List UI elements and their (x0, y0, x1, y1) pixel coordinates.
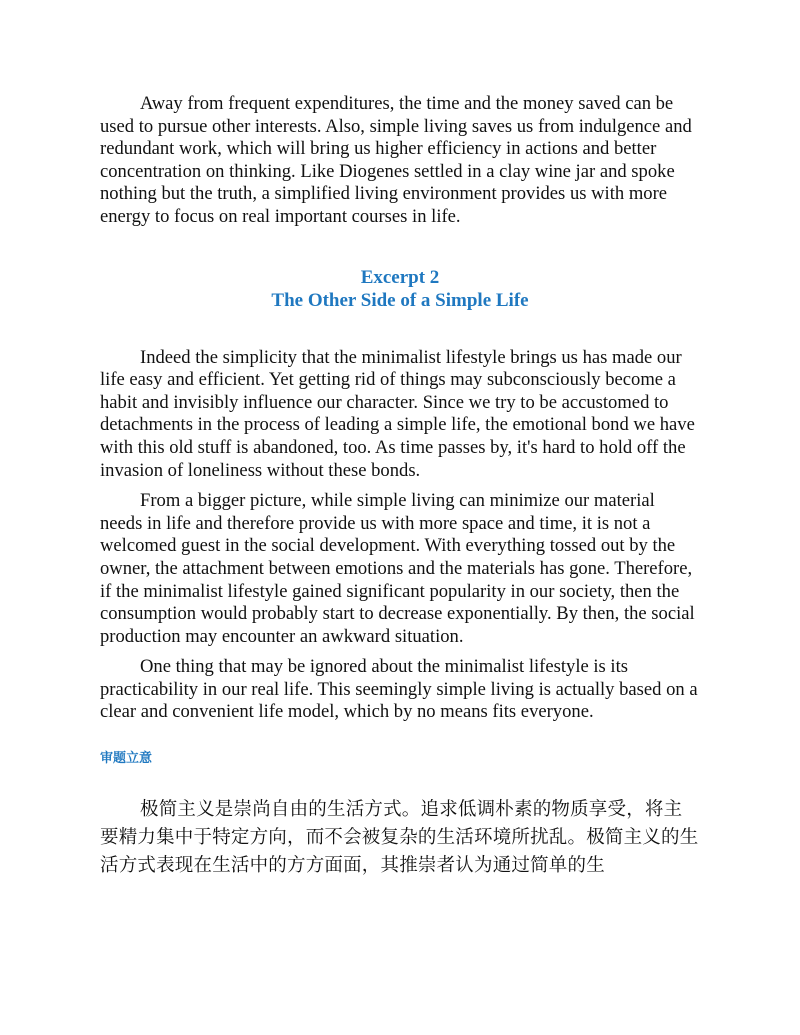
analysis-text: 极简主义是崇尚自由的生活方式。追求低调朴素的物质享受，将主要精力集中于特定方向，而不会被复杂的生活环境所扰乱。极简主义的生活方式表现在生活中的方方面面，其推崇者认为通过简单的生 (100, 799, 699, 877)
excerpt-paragraph-3: One thing that may be ignored about the minimalist lifestyle is its practicability in our real life. This seemingly simple living is actually based on a clear and convenient life model, which by no means fits everyone. (100, 656, 698, 723)
paragraph-intro: Away from frequent expenditures, the time and the money saved can be used to pursue other interests. Also, simple living saves us from indulgence and redundant work, which will bring us higher efficiency in actions and better concentration on thinking. Like Diogenes settled in a clay wine jar and spoke nothing but the truth, a simplified living environment provides us with more energy to focus on real important courses in life. (100, 93, 692, 227)
excerpt-label: Excerpt 2 (360, 266, 440, 288)
analysis-label: 审题立意 (100, 751, 153, 767)
excerpt-heading (100, 266, 700, 312)
excerpt-paragraph-2: From a bigger picture, while simple living can minimize our material needs in life and therefore provide us with more space and time, it is not a welcomed guest in the social development. With everything tossed out by the owner, the attachment between emotions and the materials has gone. Therefore, if the minimalist lifestyle gained significant popularity in our society, then the consumption would probably start to decrease exponentially. By then, the social production may encounter an awkward situation. (100, 490, 695, 647)
excerpt-title: The Other Side of a Simple Life (271, 289, 529, 311)
excerpt-paragraph-1: Indeed the simplicity that the minimalist lifestyle brings us has made our life easy and efficient. Yet getting rid of things may subconsciously become a habit and invisibly influence our character. Since we try to be accustomed to detachments in the process of leading a simple life, the emotional bond we have with this old stuff is abandoned, too. As time passes by, it's hard to hold off the invasion of loneliness without these bonds. (100, 346, 695, 481)
document-page (100, 93, 700, 880)
